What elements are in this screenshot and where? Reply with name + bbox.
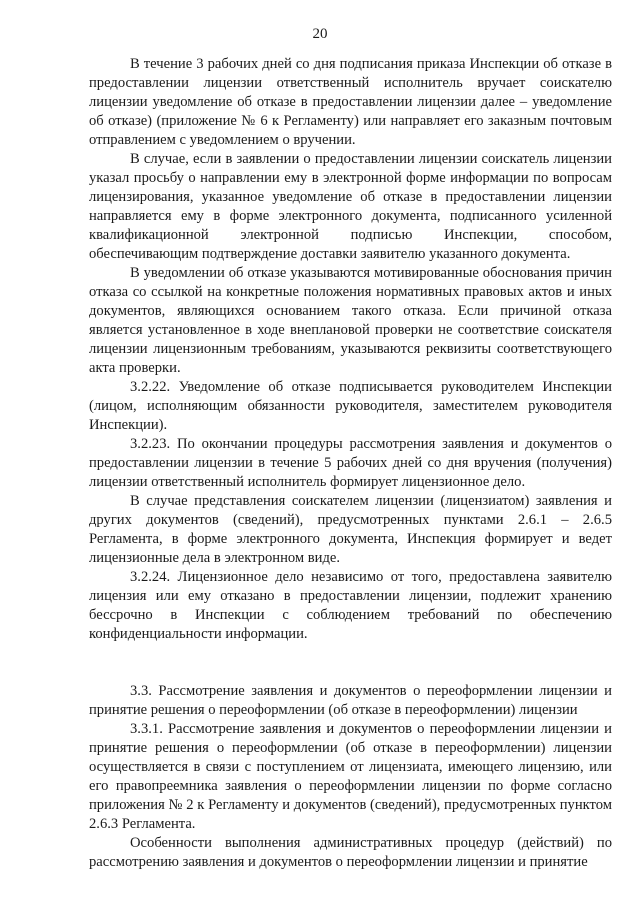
section-heading-3-3: 3.3. Рассмотрение заявления и документов о переоформлении лицензии и принятие решения о переоформлении (об отказе в переоформлении) лицензии <box>89 683 612 718</box>
paragraph-electronic-file: В случае представления соискателем лицензии (лицензиатом) заявления и других документов (сведений), предусмотренных пунктами 2.6.1 – 2.6.5 Регламента, в форме электронного документа, Инспекция формирует и ведет лицензионные дела в электронном виде. <box>89 493 612 566</box>
paragraph-refusal-reasons: В уведомлении об отказе указываются мотивированные обоснования причин отказа со ссылкой на конкретные положения нормативных правовых актов и иных документов, являющихся основанием такого отказа. Если причиной отказа является установленное в ходе внеплановой проверки не соответствие соискателя лицензии лицензионным требованиям, указываются реквизиты соответствующего акта проверки. <box>89 265 612 376</box>
paragraph-refusal-delivery: В течение 3 рабочих дней со дня подписания приказа Инспекции об отказе в предоставлении лицензии ответственный исполнитель вручает соискателю лицензии уведомление об отказе в предоставлении лицензии далее – уведомление об отказе) (приложение № 6 к Регламенту) или направляет его заказным почтовым отправлением с уведомлением о вручении. <box>89 56 612 148</box>
section-spacer <box>89 668 612 682</box>
paragraph-electronic-refusal: В случае, если в заявлении о предоставлении лицензии соискатель лицензии указал просьбу о направлении ему в электронной форме информации по вопросам лицензирования, указанное уведомление об отказе в предоставлении лицензии направляется ему в форме электронного документа, подписанного усиленной квалификационной электронной подписью Инспекции, способом, обеспечивающим подтверждение доставки заявителю указанного документа. <box>89 151 612 262</box>
paragraph-3-2-23: 3.2.23. По окончании процедуры рассмотрения заявления и документов о предоставлении лицензии в течение 5 рабочих дней со дня вручения (получения) лицензии ответственный исполнитель формирует лицензионное дело. <box>89 436 612 490</box>
document-body <box>89 55 612 872</box>
section-spacer <box>89 644 612 668</box>
paragraph-procedure-features: Особенности выполнения административных процедур (действий) по рассмотрению заявления и документов о переоформлении лицензии и принятие <box>89 835 612 870</box>
paragraph-3-3-1: 3.3.1. Рассмотрение заявления и документов о переоформлении лицензии и принятие решения о переоформлении (об отказе в переоформлении) лицензии осуществляется в связи с поступлением от лицензиата, имеющего лицензию, или его правопреемника заявления о переоформлении лицензии по форме согласно приложения № 2 к Регламенту и документов (сведений), предусмотренных пунктом 2.6.3 Регламента. <box>89 721 612 832</box>
page-number: 20 <box>312 26 328 42</box>
paragraph-3-2-24: 3.2.24. Лицензионное дело независимо от того, предоставлена заявителю лицензия или ему отказано в предоставлении лицензии, подлежит хранению бессрочно в Инспекции с соблюдением требований по обеспечению конфиденциальности информации. <box>89 569 612 642</box>
paragraph-3-2-22: 3.2.22. Уведомление об отказе подписывается руководителем Инспекции (лицом, исполняющим обязанности руководителя, заместителем руководителя Инспекции). <box>89 379 612 433</box>
